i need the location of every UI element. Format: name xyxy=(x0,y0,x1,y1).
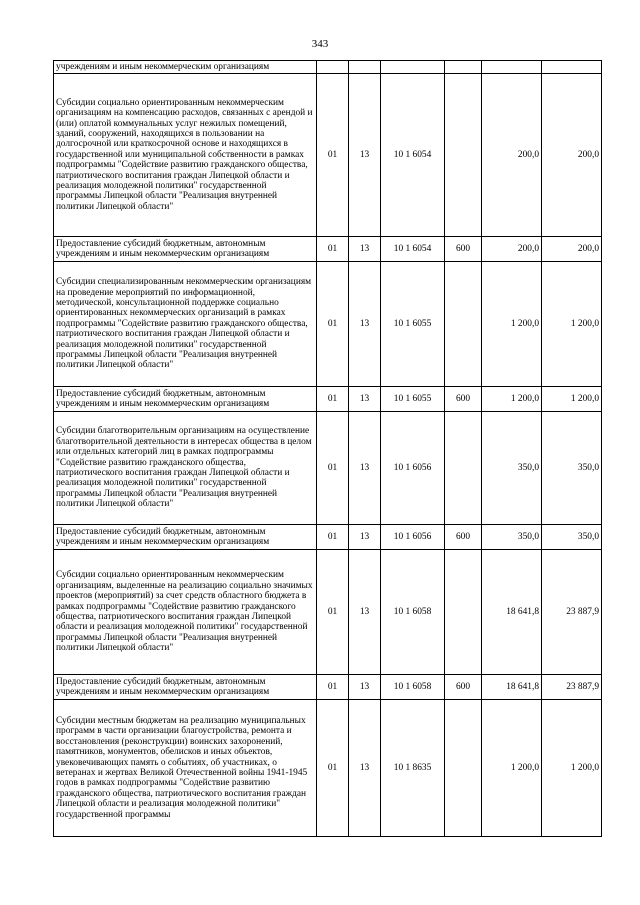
row-description: Субсидии благотворительным организациям на осуществление благотворительной деятельности в интересах общества в целом или отдельных категорий лиц в рамках подпрограммы "Содействие развитию гражданского общества, патриотического воспитания граждан Липецкой области и реализация молодежной политики" государственной программы Липецкой области "Реализация внутренней политики Липецкой области" xyxy=(54,412,317,525)
cell-vr xyxy=(445,550,482,675)
row-description: Субсидии социально ориентированным некоммерческим организациям, выделенные на реализацию социально значимых проектов (мероприятий) за счет средств областного бюджета в рамках подпрограммы "Содействие развитию гражданского общества, патриотического воспитания граждан Липецкой области и реализация молодежной политики" государственной программы Липецкой области "Реализация внутренней политики Липецкой области" xyxy=(54,550,317,675)
cell-pr: 13 xyxy=(349,700,381,837)
cell-csr: 10 1 6054 xyxy=(381,237,445,262)
row-description: Субсидии социально ориентированным некоммерческим организациям на компенсацию расходов, связанных с арендой и (или) оплатой коммунальных услуг нежилых помещений, зданий, сооружений, находящихся в пользовании на долгосрочной или краткосрочной основе и находящихся в государственной или муниципальной собственности в рамках подпрограммы "Содействие развитию гражданского общества, патриотического воспитания граждан Липецкой области и реализация молодежной политики" государственной программы Липецкой области "Реализация внутренней политики Липецкой области" xyxy=(54,74,317,237)
cell-csr: 10 1 6054 xyxy=(381,74,445,237)
cell-sum-1: 1 200,0 xyxy=(482,700,542,837)
table-row xyxy=(54,61,602,74)
page-number: 343 xyxy=(311,38,329,50)
cell-sum-1: 350,0 xyxy=(482,525,542,550)
cell-csr: 10 1 6055 xyxy=(381,262,445,387)
cell-csr: 10 1 6058 xyxy=(381,550,445,675)
table-row xyxy=(54,700,602,837)
cell-pr: 13 xyxy=(349,675,381,700)
cell-rz: 01 xyxy=(317,550,349,675)
budget-table xyxy=(53,60,602,837)
cell-rz: 01 xyxy=(317,387,349,412)
cell-rz: 01 xyxy=(317,700,349,837)
table-row xyxy=(54,550,602,675)
table-row xyxy=(54,525,602,550)
cell-rz: 01 xyxy=(317,675,349,700)
table-row xyxy=(54,262,602,387)
cell-sum-1: 1 200,0 xyxy=(482,387,542,412)
cell-rz: 01 xyxy=(317,412,349,525)
row-description: Предоставление субсидий бюджетным, автономным учреждениям и иным некоммерческим организациям xyxy=(54,675,317,700)
cell-sum-1: 200,0 xyxy=(482,74,542,237)
cell-sum-1: 200,0 xyxy=(482,237,542,262)
cell-vr xyxy=(445,412,482,525)
row-description: Субсидии специализированным некоммерческим организациям на проведение мероприятий по информационной, методической, консультационной поддержке социально ориентированных некоммерческих организаций в рамках подпрограммы "Содействие развитию гражданского общества, патриотического воспитания граждан Липецкой области и реализация молодежной политики" государственной программы Липецкой области "Реализация внутренней политики Липецкой области" xyxy=(54,262,317,387)
cell-sum-1: 18 641,8 xyxy=(482,675,542,700)
cell-rz: 01 xyxy=(317,237,349,262)
row-description: учреждениям и иным некоммерческим организациям xyxy=(54,61,317,74)
cell-pr: 13 xyxy=(349,525,381,550)
table-row xyxy=(54,74,602,237)
cell-sum-2: 1 200,0 xyxy=(542,700,602,837)
cell-sum-1: 1 200,0 xyxy=(482,262,542,387)
cell-pr: 13 xyxy=(349,412,381,525)
cell-sum-2: 200,0 xyxy=(542,237,602,262)
row-description: Предоставление субсидий бюджетным, автономным учреждениям и иным некоммерческим организациям xyxy=(54,237,317,262)
cell-csr: 10 1 6055 xyxy=(381,387,445,412)
cell-rz: 01 xyxy=(317,262,349,387)
cell-sum-1 xyxy=(482,61,542,74)
cell-csr: 10 1 6058 xyxy=(381,675,445,700)
cell-rz xyxy=(317,61,349,74)
cell-pr: 13 xyxy=(349,387,381,412)
cell-rz: 01 xyxy=(317,525,349,550)
cell-pr: 13 xyxy=(349,74,381,237)
table-row xyxy=(54,412,602,525)
table-row xyxy=(54,675,602,700)
cell-sum-2: 350,0 xyxy=(542,525,602,550)
cell-csr: 10 1 6056 xyxy=(381,412,445,525)
row-description: Предоставление субсидий бюджетным, автономным учреждениям и иным некоммерческим организациям xyxy=(54,525,317,550)
table-row xyxy=(54,237,602,262)
cell-vr xyxy=(445,262,482,387)
cell-rz: 01 xyxy=(317,74,349,237)
cell-vr: 600 xyxy=(445,237,482,262)
cell-sum-2: 23 887,9 xyxy=(542,675,602,700)
cell-pr: 13 xyxy=(349,237,381,262)
cell-sum-2: 23 887,9 xyxy=(542,550,602,675)
cell-sum-1: 350,0 xyxy=(482,412,542,525)
cell-sum-2: 1 200,0 xyxy=(542,262,602,387)
cell-pr: 13 xyxy=(349,262,381,387)
row-description: Предоставление субсидий бюджетным, автономным учреждениям и иным некоммерческим организациям xyxy=(54,387,317,412)
cell-vr xyxy=(445,74,482,237)
cell-pr xyxy=(349,61,381,74)
cell-vr xyxy=(445,700,482,837)
cell-sum-2: 350,0 xyxy=(542,412,602,525)
cell-vr: 600 xyxy=(445,525,482,550)
cell-sum-1: 18 641,8 xyxy=(482,550,542,675)
cell-csr: 10 1 6056 xyxy=(381,525,445,550)
table-row xyxy=(54,387,602,412)
cell-vr: 600 xyxy=(445,675,482,700)
cell-csr: 10 1 8635 xyxy=(381,700,445,837)
cell-pr: 13 xyxy=(349,550,381,675)
row-description: Субсидии местным бюджетам на реализацию муниципальных программ в части организации благоустройства, ремонта и восстановления (реконструкции) воинских захоронений, памятников, монументов, обелисков и иных объектов, увековечивающих память о событиях, об участниках, о ветеранах и жертвах Великой Отечественной войны 1941-1945 годов в рамках подпрограммы "Содействие развитию гражданского общества, патриотического воспитания граждан Липецкой области и реализация молодежной политики" государственной программы xyxy=(54,700,317,837)
cell-sum-2: 200,0 xyxy=(542,74,602,237)
cell-vr xyxy=(445,61,482,74)
cell-sum-2 xyxy=(542,61,602,74)
cell-vr: 600 xyxy=(445,387,482,412)
cell-sum-2: 1 200,0 xyxy=(542,387,602,412)
cell-csr xyxy=(381,61,445,74)
